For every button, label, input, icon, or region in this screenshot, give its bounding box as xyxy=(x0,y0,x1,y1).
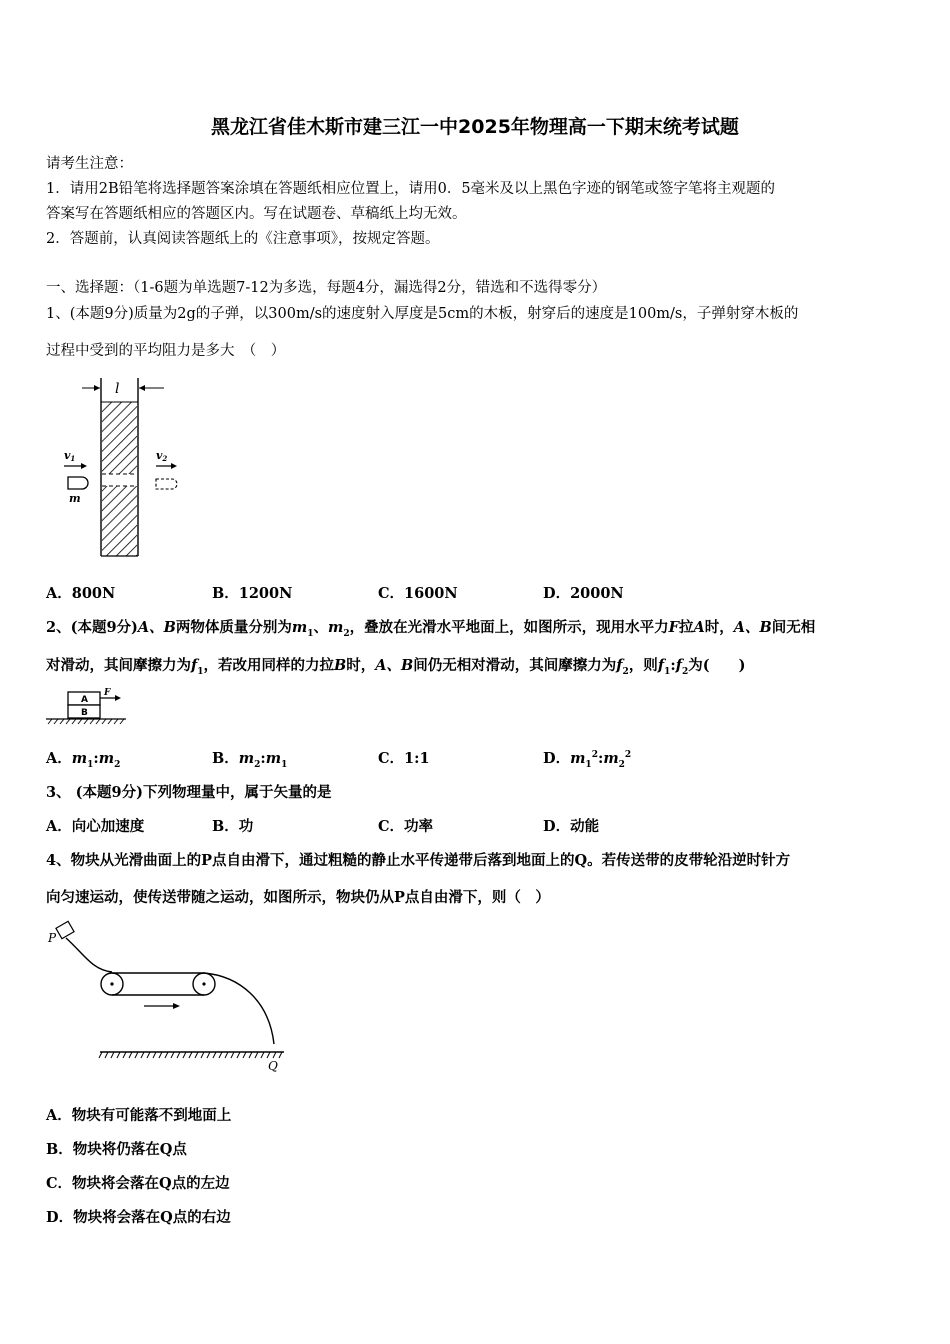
q4-option-a[interactable]: A．物块有可能落不到地面上 xyxy=(46,1107,232,1124)
q3-option-a[interactable]: A．向心加速度 xyxy=(46,818,145,835)
point-q-label: Q xyxy=(268,1059,278,1073)
section-heading: 一、选择题：（1-6题为单选题7-12为多选，每题4分，漏选得2分，错选和不选得零分） xyxy=(46,280,607,296)
force-label: F xyxy=(104,688,111,698)
q2-stem-line2: 对滑动，其间摩擦力为$f_1$，若改用同样的力拉B时，A、B间仍无相对滑动，其间摩擦力为$f_2$，则$f_1:f_2$为( ) xyxy=(46,657,746,677)
q4-option-d[interactable]: D．物块将会落在Q点的右边 xyxy=(46,1209,231,1226)
v2-label: v2 xyxy=(156,449,168,463)
block-b-label: B xyxy=(81,708,88,718)
notice-item-1: 1．请用2B铅笔将选择题答案涂填在答题纸相应位置上，请用0．5毫米及以上黑色字迹的钢笔或签字笔将主观题的 xyxy=(46,181,776,197)
q1-stem-line1: 1、(本题9分)质量为2g的子弹，以300m/s的速度射入厚度是5cm的木板，射穿后的速度是100m/s，子弹射穿木板的 xyxy=(46,306,799,322)
notice-item-3: 2．答题前，认真阅读答题纸上的《注意事项》，按规定答题。 xyxy=(46,231,440,247)
ground-hatch xyxy=(99,1052,282,1058)
q2-stem-line1: 2、(本题9分)A、B两物体质量分别为$m_1$、$m_2$，叠放在光滑水平地面上，如图所示，现用水平力F拉A时，A、B间无相 xyxy=(46,619,816,639)
q2-option-a[interactable]: A．$m_1:m_2$ xyxy=(46,750,121,770)
point-p-label: P xyxy=(48,931,57,945)
q4-stem-line2: 向匀速运动，使传送带随之运动，如图所示，物块仍从P点自由滑下，则（ ） xyxy=(46,889,550,906)
q1-option-c[interactable]: C．1600N xyxy=(378,585,458,602)
thickness-label: l xyxy=(115,381,120,397)
q4-conveyor-figure xyxy=(44,920,294,1076)
notice-heading: 请考生注意： xyxy=(46,156,133,172)
q2-option-b[interactable]: B．$m_2:m_1$ xyxy=(212,750,288,770)
mass-label: m xyxy=(69,492,81,505)
q4-stem-line1: 4、物块从光滑曲面上的P点自由滑下，通过粗糙的静止水平传递带后落到地面上的Q。若传送带的皮带轮沿逆时针方 xyxy=(46,852,791,869)
q1-bullet-board-figure xyxy=(60,374,190,560)
q3-option-b[interactable]: B．功 xyxy=(212,818,254,835)
q2-option-d[interactable]: D．$m_1^2:m_2^2$ xyxy=(543,750,632,770)
block-a-label: A xyxy=(81,695,88,705)
q3-option-c[interactable]: C．功率 xyxy=(378,818,434,835)
bullet-channel xyxy=(102,474,137,486)
q1-option-b[interactable]: B．1200N xyxy=(212,585,293,602)
q3-option-d[interactable]: D．动能 xyxy=(543,818,600,835)
ground-hatch xyxy=(48,719,124,724)
q4-option-b[interactable]: B．物块将仍落在Q点 xyxy=(46,1141,187,1158)
q1-option-a[interactable]: A．800N xyxy=(46,585,116,602)
q1-stem-line2: 过程中受到的平均阻力是多大 （ ） xyxy=(46,343,286,359)
block-at-p xyxy=(56,921,74,938)
q2-stacked-blocks-figure xyxy=(44,686,130,726)
q1-option-d[interactable]: D．2000N xyxy=(543,585,624,602)
curved-surface xyxy=(66,938,112,972)
q4-option-c[interactable]: C．物块将会落在Q点的左边 xyxy=(46,1175,230,1192)
bullet-before xyxy=(68,477,88,489)
notice-item-2: 答案写在答题纸相应的答题区内。写在试题卷、草稿纸上均无效。 xyxy=(46,206,467,222)
q3-stem: 3、 (本题9分)下列物理量中，属于矢量的是 xyxy=(46,784,332,801)
page-title: 黑龙江省佳木斯市建三江一中2025年物理高一下期末统考试题 xyxy=(211,116,739,138)
q2-option-c[interactable]: C．1:1 xyxy=(378,750,430,767)
bullet-after xyxy=(156,479,177,489)
v1-label: v1 xyxy=(64,449,76,463)
